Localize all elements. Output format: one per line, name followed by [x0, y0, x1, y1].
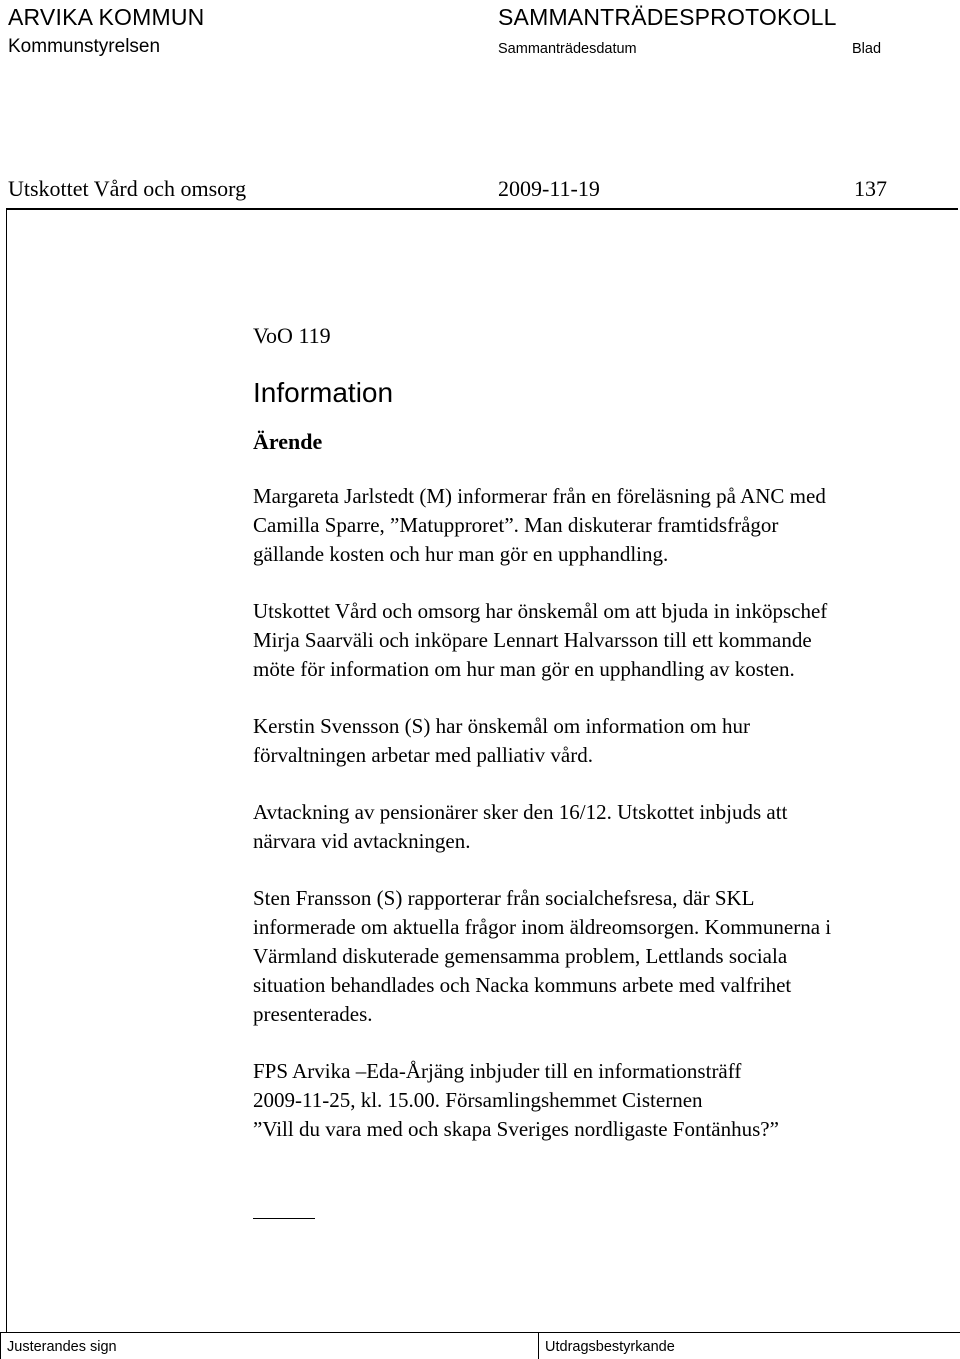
- paragraph-line: gällande kosten och hur man gör en upphandling.: [253, 542, 669, 566]
- paragraph-line: presenterades.: [253, 1002, 373, 1026]
- paragraph: [253, 884, 953, 1029]
- header-divider: [6, 208, 958, 210]
- page-number: 137: [854, 176, 887, 201]
- meeting-date: 2009-11-19: [498, 176, 600, 201]
- meeting-date-label: Sammanträdesdatum: [498, 41, 637, 57]
- page-label: Blad: [852, 41, 882, 57]
- committee-name: Utskottet Vård och omsorg: [8, 176, 247, 201]
- paragraph-line: situation behandlades och Nacka kommuns arbete med valfrihet: [253, 973, 792, 997]
- paragraph-line: Värmland diskuterade gemensamma problem, Lettlands sociala: [253, 944, 788, 968]
- paragraph-line: 2009-11-25, kl. 15.00. Församlingshemmet Cisternen: [253, 1088, 703, 1112]
- paragraph: [253, 482, 953, 569]
- protocol-section: [253, 320, 953, 1172]
- paragraph-line: möte för information om hur man gör en upphandling av kosten.: [253, 657, 795, 681]
- paragraph-line: Utskottet Vård och omsorg har önskemål om att bjuda in inköpschef: [253, 599, 828, 623]
- signature-box: [0, 1333, 539, 1359]
- paragraph-line: Mirja Saarväli och inköpare Lennart Halvarsson till ett kommande: [253, 628, 812, 652]
- section-title: Information: [253, 377, 394, 408]
- paragraph-line: informerade om aktuella frågor inom äldreomsorgen. Kommunerna i: [253, 915, 832, 939]
- paragraph-line: Kerstin Svensson (S) har önskemål om information om hur: [253, 714, 750, 738]
- certificate-box: [538, 1333, 960, 1359]
- organization-name: ARVIKA KOMMUN: [8, 4, 205, 30]
- section-number: VoO 119: [253, 323, 331, 348]
- body-name: Kommunstyrelsen: [8, 36, 161, 57]
- signature-label: Justerandes sign: [7, 1339, 117, 1355]
- paragraph-line: FPS Arvika –Eda-Årjäng inbjuder till en informationsträff: [253, 1059, 742, 1083]
- paragraph: [253, 798, 953, 856]
- paragraph-line: ”Vill du vara med och skapa Sveriges nordligaste Fontänhus?”: [253, 1117, 779, 1141]
- paragraph-list: [253, 482, 953, 1144]
- paragraph-line: Margareta Jarlstedt (M) informerar från en föreläsning på ANC med: [253, 484, 826, 508]
- paragraph-line: närvara vid avtackningen.: [253, 829, 471, 853]
- paragraph-line: Avtackning av pensionärer sker den 16/12. Utskottet inbjuds att: [253, 800, 788, 824]
- margin-divider: [6, 208, 7, 1332]
- paragraph: [253, 712, 953, 770]
- paragraph: [253, 597, 953, 684]
- end-rule: [253, 1218, 315, 1219]
- paragraph-line: Sten Fransson (S) rapporterar från socialchefsresa, där SKL: [253, 886, 755, 910]
- subject-heading: Ärende: [253, 429, 323, 454]
- document-type: SAMMANTRÄDESPROTOKOLL: [498, 4, 837, 30]
- meeting-meta-row: [8, 176, 958, 208]
- paragraph-line: förvaltningen arbetar med palliativ vård.: [253, 743, 593, 767]
- certificate-label: Utdragsbestyrkande: [545, 1339, 675, 1355]
- paragraph-line: Camilla Sparre, ”Matupproret”. Man diskuterar framtidsfrågor: [253, 513, 779, 537]
- paragraph: [253, 1057, 953, 1144]
